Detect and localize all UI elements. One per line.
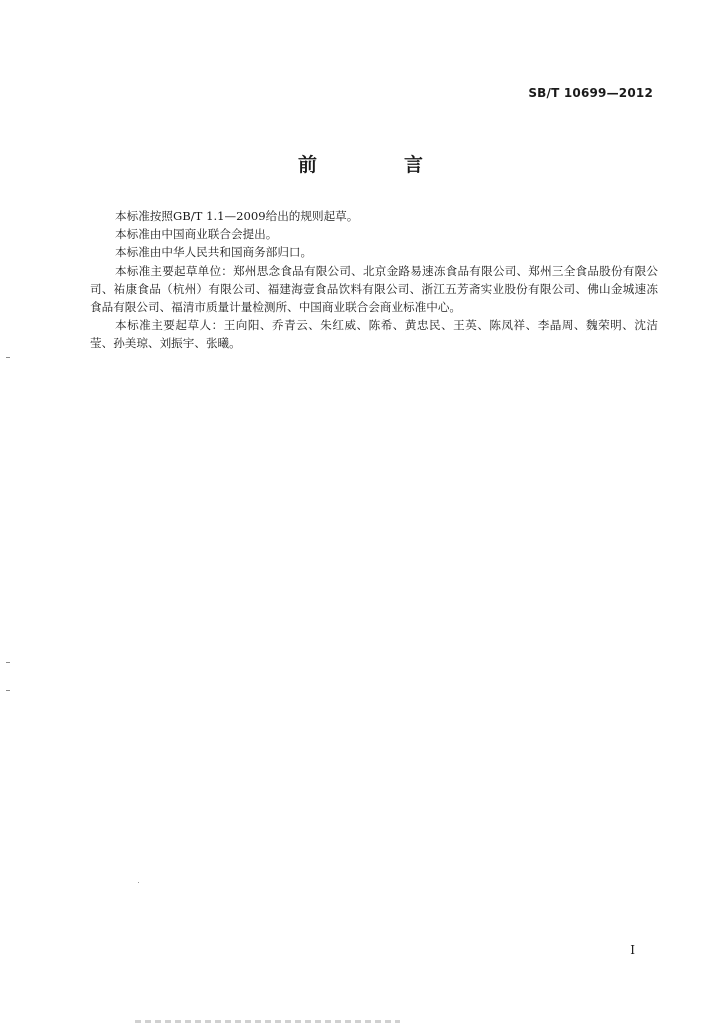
paragraph-proposer: 本标准由中国商业联合会提出。: [115, 227, 278, 242]
margin-tick: [6, 662, 10, 663]
margin-tick: [6, 357, 10, 358]
scan-noise: [135, 1020, 400, 1023]
paragraph-administrator: 本标准由中华人民共和国商务部归口。: [115, 245, 313, 260]
scan-speck: [138, 882, 139, 883]
standard-code: SB/T 10699—2012: [528, 86, 653, 100]
page-number: I: [630, 943, 635, 957]
paragraph-drafting-units: 本标准主要起草单位：郑州思念食品有限公司、北京金路易速冻食品有限公司、郑州三全食品股份有限公司、祐康食品（杭州）有限公司、福建海壹食品饮料有限公司、浙江五芳斋实业股份有限公司、佛山金城速冻食品有限公司、福清市质量计量检测所、中国商业联合会商业标准中心。: [90, 263, 658, 315]
foreword-body: [90, 207, 658, 353]
page-title: 前 言: [297, 154, 457, 176]
paragraph-drafting-rules: 本标准按照GB/T 1.1—2009给出的规则起草。: [115, 209, 359, 223]
paragraph-drafters: 本标准主要起草人：王向阳、乔青云、朱红威、陈希、黄忠民、王英、陈凤祥、李晶周、魏荣明、沈洁莹、孙美琼、刘振宇、张曦。: [90, 318, 658, 351]
margin-tick: [6, 690, 10, 691]
